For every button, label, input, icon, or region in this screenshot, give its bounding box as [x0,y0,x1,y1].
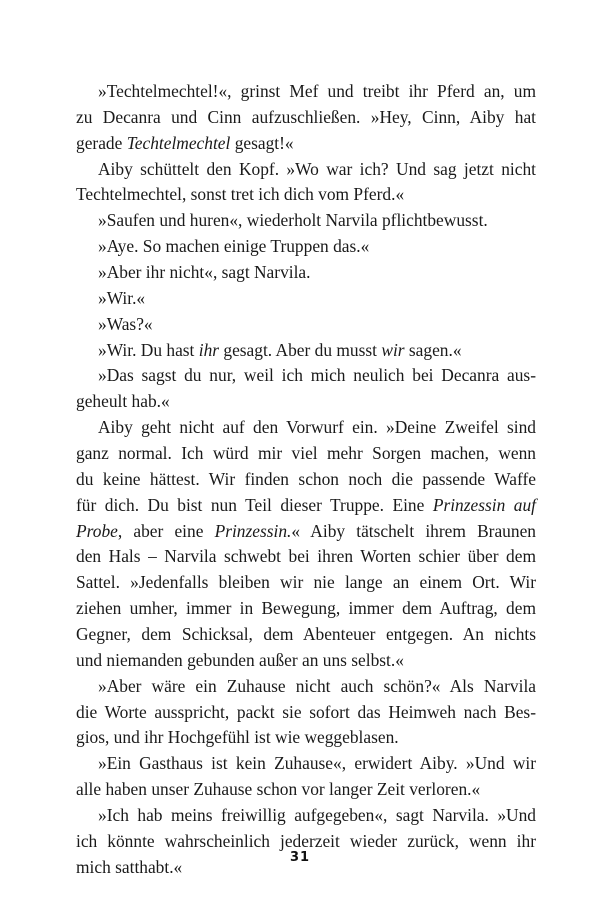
italic-text: Probe [76,520,118,541]
italic-text: ihr [198,339,220,360]
page-number: 31 [289,850,311,865]
text-line [76,312,536,338]
text-line [76,596,536,622]
text-segment: gios, und ihr Hochgefühl ist wie weggeblasen. [76,727,399,748]
text-segment: Aiby schüttelt den Kopf. »Wo war ich? Und sag jetzt nicht [98,158,536,179]
text-segment: mich satthabt.« [76,856,183,877]
text-segment: geheult hab.« [76,391,170,412]
italic-text: Prinzessin auf [432,494,536,515]
text-segment: »Das sagst du nur, weil ich mich neulich bei Decanra aus- [98,365,536,386]
text-line [76,493,536,519]
text-line [76,674,536,700]
text-line [76,415,536,441]
text-segment: gerade [76,132,127,153]
text-segment: Techtelmechtel, sonst tret ich dich vom Pferd.« [76,184,405,205]
text-line [76,803,536,829]
text-segment: , aber eine [117,520,215,541]
text-line [76,570,536,596]
text-line [76,777,536,803]
text-segment: Sattel. »Jedenfalls bleiben wir nie lange an einem Ort. Wir [76,572,536,593]
text-segment: »Ein Gasthaus ist kein Zuhause«, erwidert Aiby. »Und wir [98,753,536,774]
text-segment: und niemanden gebunden außer an uns selbst.« [76,649,404,670]
text-line [76,389,536,415]
text-segment: »Aye. So machen einige Truppen das.« [98,236,370,257]
text-segment: du keine hättest. Wir finden schon noch die passende Waffe [76,468,536,489]
text-segment: die Worte ausspricht, packt sie sofort das Heimweh nach Bes- [76,701,536,722]
text-line [76,648,536,674]
text-segment: ich könnte wahrscheinlich jederzeit wieder zurück, wenn ihr [76,830,536,851]
text-segment: zu Decanra und Cinn aufzuschließen. »Hey, Cinn, Aiby hat [76,106,536,127]
text-line [76,286,536,312]
text-segment: ganz normal. Ich würd mir viel mehr Sorgen machen, wenn [76,443,536,464]
text-segment: « Aiby tätschelt ihrem Braunen [291,520,536,541]
text-line [76,363,536,389]
text-line [76,234,536,260]
text-segment: »Techtelmechtel!«, grinst Mef und treibt ihr Pferd an, um [98,81,536,101]
text-segment: den Hals – Narvila schwebt bei ihren Worten schier über dem [76,546,536,567]
text-line [76,182,536,208]
text-line [76,208,536,234]
italic-text: Prinzessin. [214,520,292,541]
text-segment: ziehen umher, immer in Bewegung, immer dem Auftrag, dem [76,598,536,619]
text-line [76,157,536,183]
text-segment: »Wir.« [98,287,146,308]
book-page-text [76,79,536,881]
text-segment: »Aber wäre ein Zuhause nicht auch schön?« Als Narvila [98,675,536,696]
text-segment: »Aber ihr nicht«, sagt Narvila. [98,262,311,283]
text-line [76,700,536,726]
text-line [76,544,536,570]
text-segment: Aiby geht nicht auf den Vorwurf ein. »Deine Zweifel sind [98,417,536,438]
text-line [76,79,536,105]
text-segment: für dich. Du bist nun Teil dieser Truppe. Eine [76,494,433,515]
text-line [76,467,536,493]
text-segment: »Wir. Du hast [98,339,199,360]
text-line [76,441,536,467]
text-line [76,622,536,648]
text-segment: gesagt. Aber du musst [219,339,382,360]
text-line [76,260,536,286]
text-line [76,105,536,131]
text-line [76,725,536,751]
text-segment: gesagt!« [230,132,294,153]
text-segment: »Saufen und huren«, wiederholt Narvila pflichtbewusst. [98,210,488,231]
italic-text: wir [381,339,405,360]
text-segment: alle haben unser Zuhause schon vor langer Zeit verloren.« [76,779,481,800]
text-line [76,338,536,364]
text-segment: sagen.« [404,339,462,360]
text-line [76,131,536,157]
italic-text: Techtelmechtel [126,132,231,153]
text-segment: »Ich hab meins freiwillig aufgegeben«, sagt Narvila. »Und [98,805,536,826]
text-segment: Gegner, dem Schicksal, dem Abenteuer entgegen. An nichts [76,624,536,645]
text-line [76,751,536,777]
text-segment: »Was?« [98,313,153,334]
text-line [76,519,536,545]
